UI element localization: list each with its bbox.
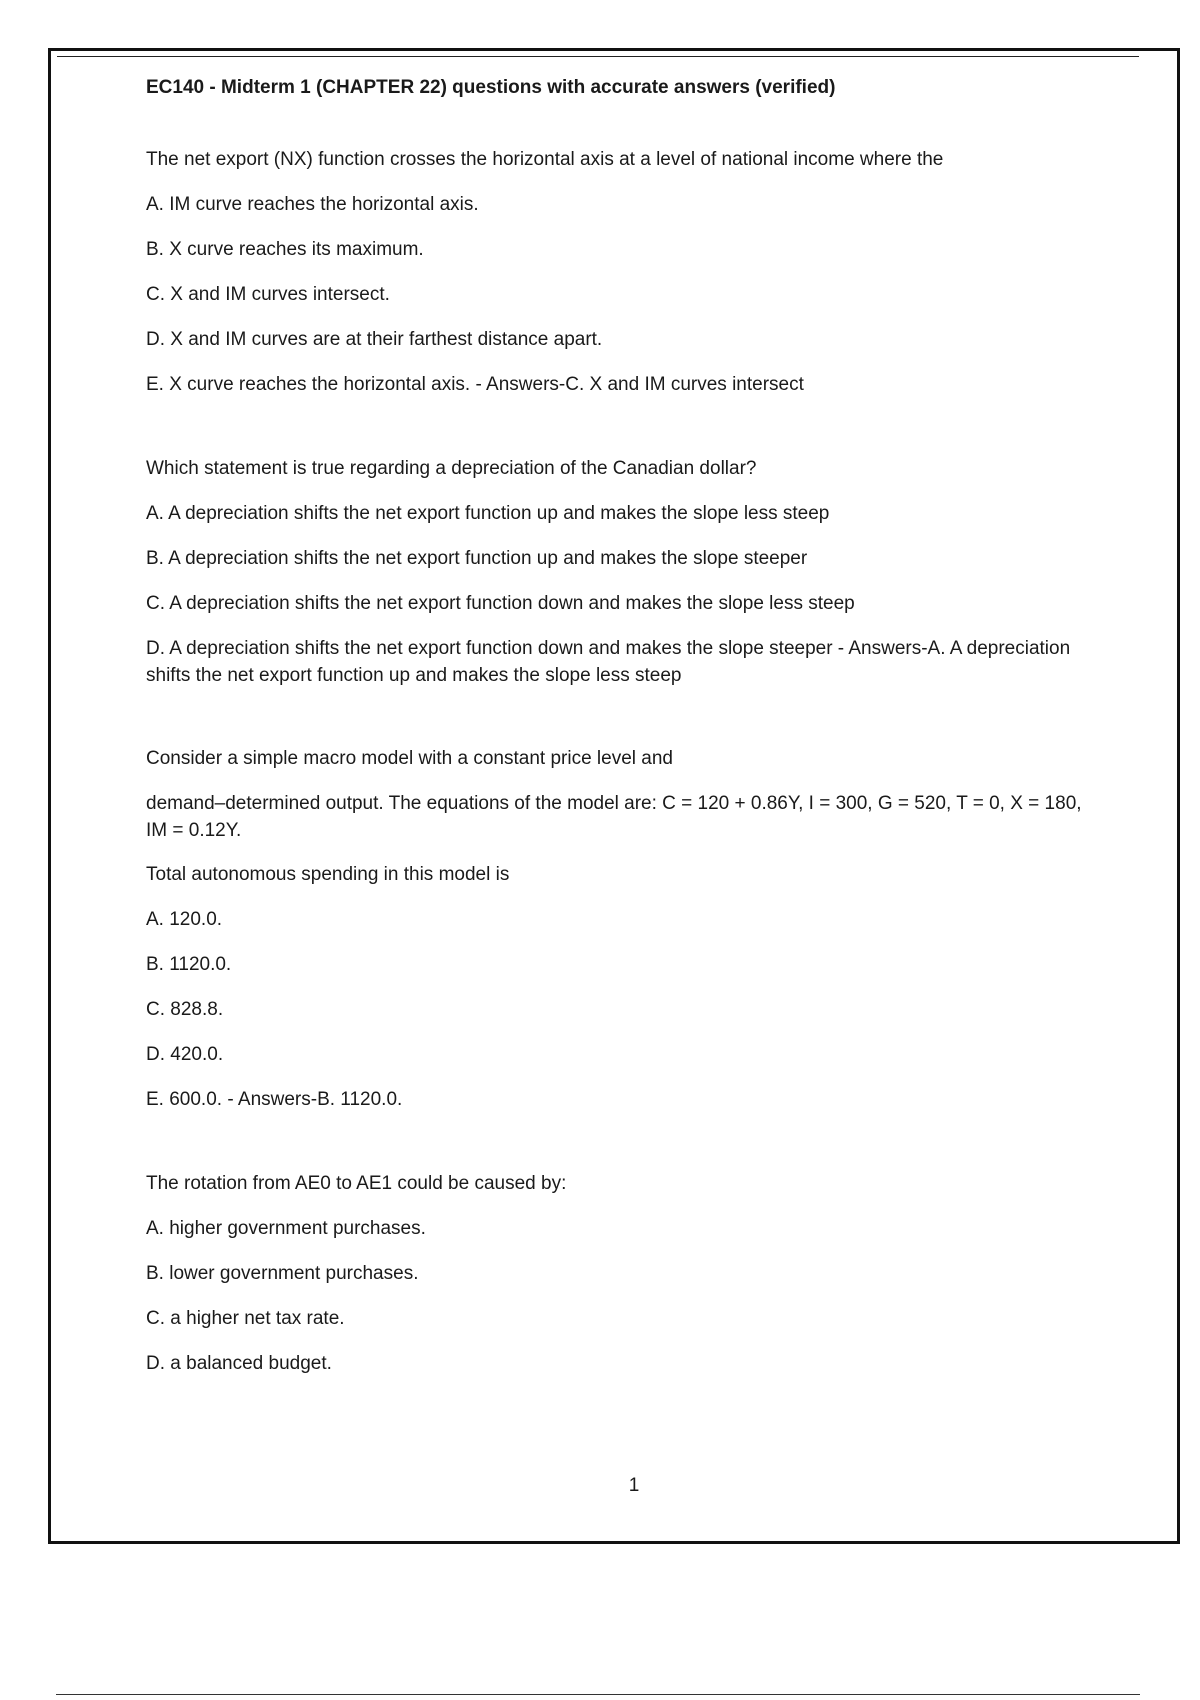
question-3-option-e-answer: E. 600.0. - Answers-B. 1120.0. — [146, 1089, 403, 1110]
question-3-option-a: A. 120.0. — [146, 909, 223, 930]
question-4-option-d: D. a balanced budget. — [146, 1353, 332, 1374]
question-2 — [146, 455, 1106, 689]
question-1-option-e-answer: E. X curve reaches the horizontal axis. - Answers-C. X and IM curves intersect — [146, 374, 804, 395]
question-3-option-b: B. 1120.0. — [146, 954, 232, 975]
question-3-option-c: C. 828.8. — [146, 999, 224, 1020]
question-4-option-a: A. higher government purchases. — [146, 1218, 426, 1239]
question-1 — [146, 146, 1106, 399]
question-3-equations: demand–determined output. The equations of the model are: C = 120 + 0.86Y, I = 300, G = 520, T = 0, X = 180, IM = 0.12Y. — [146, 793, 1082, 841]
question-3-prompt: Total autonomous spending in this model is — [146, 864, 510, 885]
question-4-stem: The rotation from AE0 to AE1 could be caused by: — [146, 1173, 567, 1194]
page-number: 1 — [628, 1475, 640, 1496]
question-1-stem: The net export (NX) function crosses the horizontal axis at a level of national income where the — [146, 149, 944, 170]
question-3-option-d: D. 420.0. — [146, 1044, 224, 1065]
question-2-option-b: B. A depreciation shifts the net export function up and makes the slope steeper — [146, 548, 808, 569]
question-4-option-b: B. lower government purchases. — [146, 1263, 419, 1284]
question-1-option-a: A. IM curve reaches the horizontal axis. — [146, 194, 479, 215]
top-rule — [57, 56, 1139, 57]
question-2-option-c: C. A depreciation shifts the net export function down and makes the slope less steep — [146, 593, 855, 614]
question-1-option-b: B. X curve reaches its maximum. — [146, 239, 424, 260]
question-3-stem-intro: Consider a simple macro model with a constant price level and — [146, 748, 673, 769]
page-content — [146, 76, 1106, 1434]
question-2-stem: Which statement is true regarding a depreciation of the Canadian dollar? — [146, 458, 757, 479]
question-2-option-a: A. A depreciation shifts the net export function up and makes the slope less steep — [146, 503, 830, 524]
question-2-option-d-answer: D. A depreciation shifts the net export function down and makes the slope steeper - Answers-A. A depreciation shifts the net export function up and makes the slope less steep — [146, 638, 1071, 686]
bottom-rule — [56, 1694, 1140, 1695]
question-4 — [146, 1170, 1106, 1378]
page-frame — [48, 48, 1180, 1544]
document-title: EC140 - Midterm 1 (CHAPTER 22) questions with accurate answers (verified) — [146, 77, 836, 98]
question-1-option-d: D. X and IM curves are at their farthest distance apart. — [146, 329, 603, 350]
question-1-option-c: C. X and IM curves intersect. — [146, 284, 390, 305]
question-4-option-c: C. a higher net tax rate. — [146, 1308, 345, 1329]
question-3 — [146, 745, 1106, 1114]
